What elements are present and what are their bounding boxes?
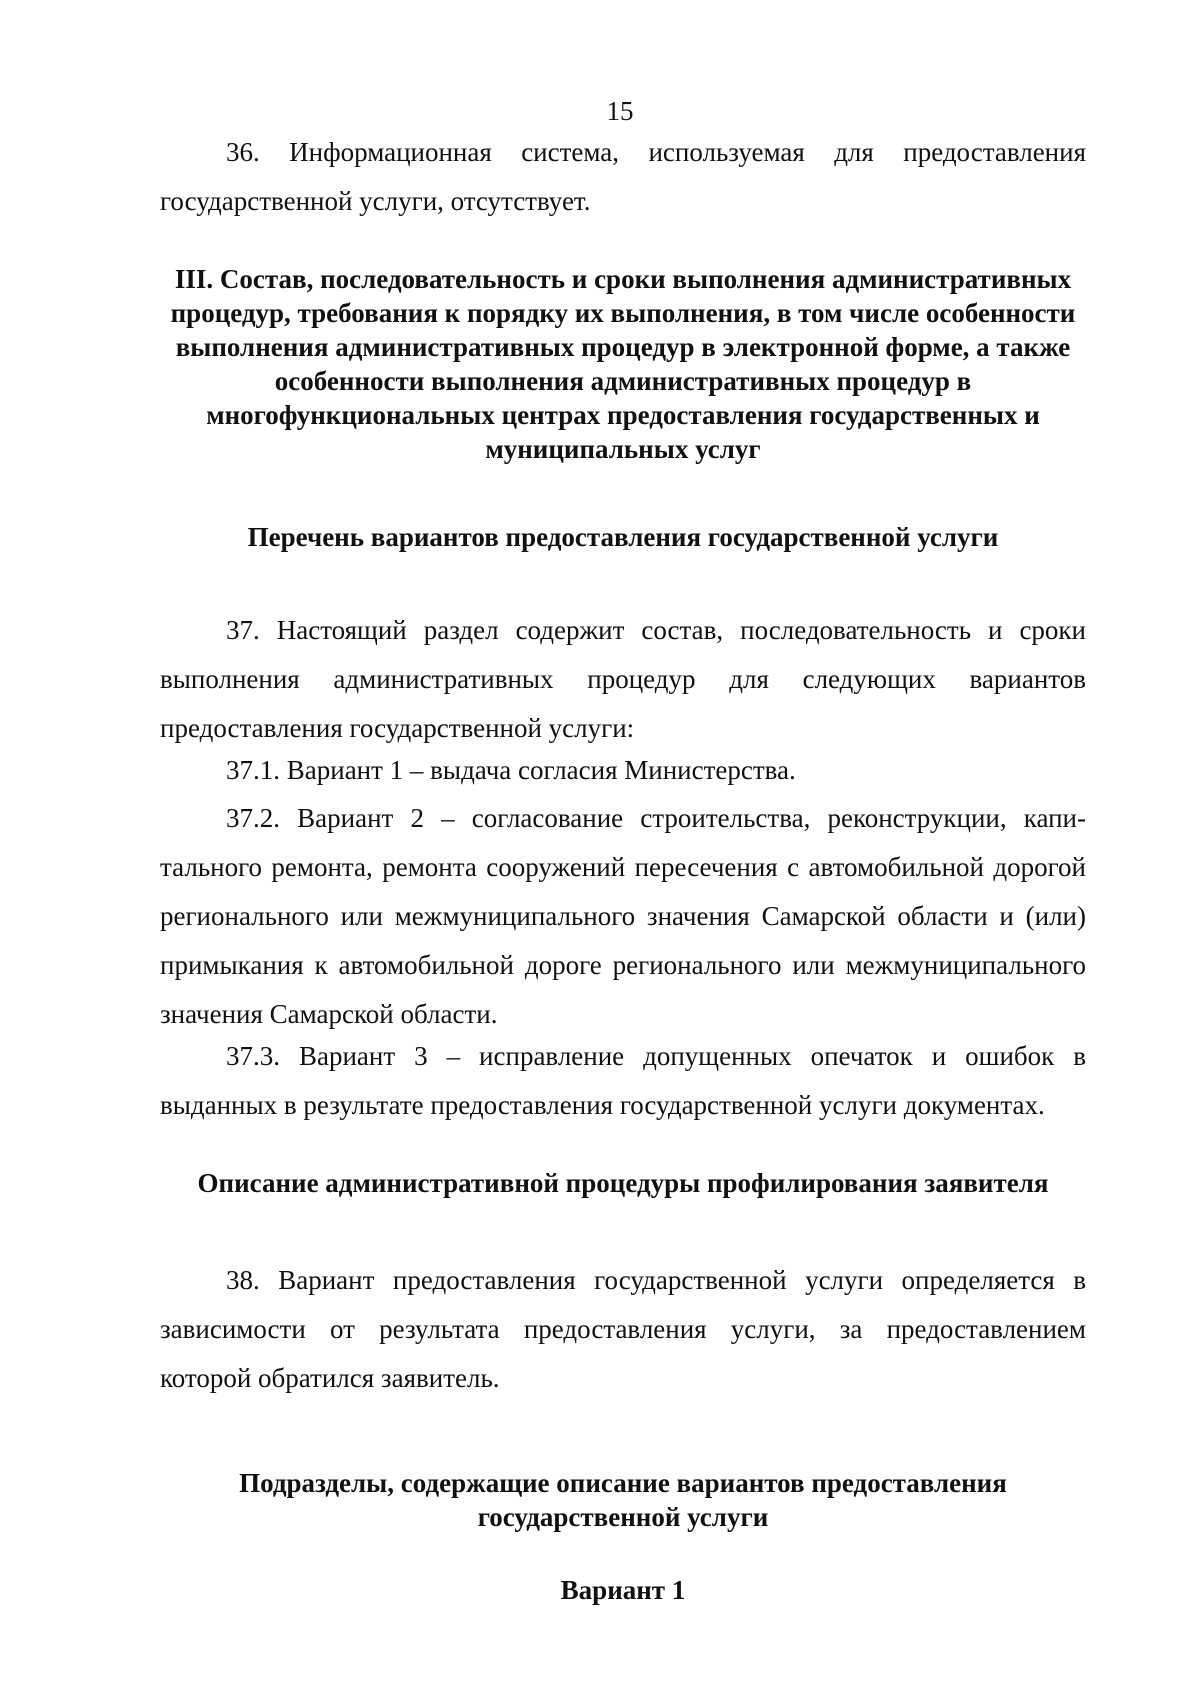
section-3-heading-line-5: многофункциональных центрах предоставления государственных и bbox=[206, 400, 1040, 430]
paragraph-37-1-text: 37.1. Вариант 1 – выдача согласия Министерства. bbox=[226, 755, 796, 785]
subsections-heading-line-2: государственной услуги bbox=[477, 1502, 769, 1532]
paragraph-37-2-line-2: тального ремонта, ремонта сооружений пересечения с автомобильной дорогой bbox=[160, 852, 1086, 882]
variant-1-heading-text: Вариант 1 bbox=[560, 1575, 686, 1605]
paragraph-37-2-line-4: примыкания к автомобильной дороге регионального или межмуниципального bbox=[160, 950, 1086, 980]
section-3-heading-line-2: процедур, требования к порядку их выполнения, в том числе особенности bbox=[170, 298, 1076, 328]
paragraph-36-line-1: 36. Информационная система, используемая для предоставления bbox=[226, 137, 1086, 167]
section-3-heading bbox=[130, 262, 1116, 466]
paragraph-37-3-line-1: 37.3. Вариант 3 – исправление допущенных опечаток и ошибок в bbox=[226, 1041, 1086, 1071]
paragraph-36-line-2: государственной услуги, отсутствует. bbox=[160, 186, 591, 216]
subsections-heading-line-1: Подразделы, содержащие описание вариантов предоставления bbox=[239, 1468, 1007, 1498]
paragraph-38-line-2: зависимости от результата предоставления услуги, за предоставлением bbox=[160, 1314, 1086, 1344]
paragraph-38-line-3: которой обратился заявитель. bbox=[160, 1363, 500, 1393]
variant-1-heading bbox=[130, 1573, 1116, 1607]
variants-list-heading bbox=[130, 520, 1116, 554]
paragraph-37 bbox=[160, 606, 1086, 753]
paragraph-37-line-1: 37. Настоящий раздел содержит состав, последовательность и сроки bbox=[226, 615, 1086, 645]
paragraph-37-3-line-2: выданных в результате предоставления государственной услуги документах. bbox=[160, 1090, 1045, 1120]
paragraph-37-line-3: предоставления государственной услуги: bbox=[160, 713, 635, 743]
paragraph-38-line-1: 38. Вариант предоставления государственной услуги определяется в bbox=[226, 1265, 1086, 1295]
page-number: 15 bbox=[606, 96, 634, 126]
subsections-heading bbox=[130, 1466, 1116, 1534]
section-3-heading-line-1: III. Состав, последовательность и сроки выполнения административных bbox=[174, 264, 1072, 294]
paragraph-37-2 bbox=[160, 794, 1086, 1039]
profiling-heading bbox=[130, 1166, 1116, 1200]
paragraph-37-2-line-5: значения Самарской области. bbox=[160, 999, 498, 1029]
paragraph-37-3 bbox=[160, 1032, 1086, 1130]
section-3-heading-line-4: особенности выполнения административных процедур в bbox=[274, 366, 972, 396]
paragraph-37-2-line-3: регионального или межмуниципального значения Самарской области и (или) bbox=[160, 901, 1086, 931]
paragraph-36 bbox=[160, 128, 1086, 226]
paragraph-37-line-2: выполнения административных процедур для следующих вариантов bbox=[160, 664, 1086, 694]
paragraph-38 bbox=[160, 1256, 1086, 1403]
section-3-heading-line-6: муниципальных услуг bbox=[485, 434, 761, 464]
paragraph-37-1 bbox=[160, 746, 1086, 795]
profiling-heading-text: Описание административной процедуры профилирования заявителя bbox=[197, 1168, 1049, 1198]
section-3-heading-line-3: выполнения административных процедур в электронной форме, а также bbox=[175, 332, 1071, 362]
paragraph-37-2-line-1: 37.2. Вариант 2 – согласование строительства, реконструкции, капи- bbox=[226, 803, 1086, 833]
variants-list-heading-text: Перечень вариантов предоставления государственной услуги bbox=[247, 522, 999, 552]
